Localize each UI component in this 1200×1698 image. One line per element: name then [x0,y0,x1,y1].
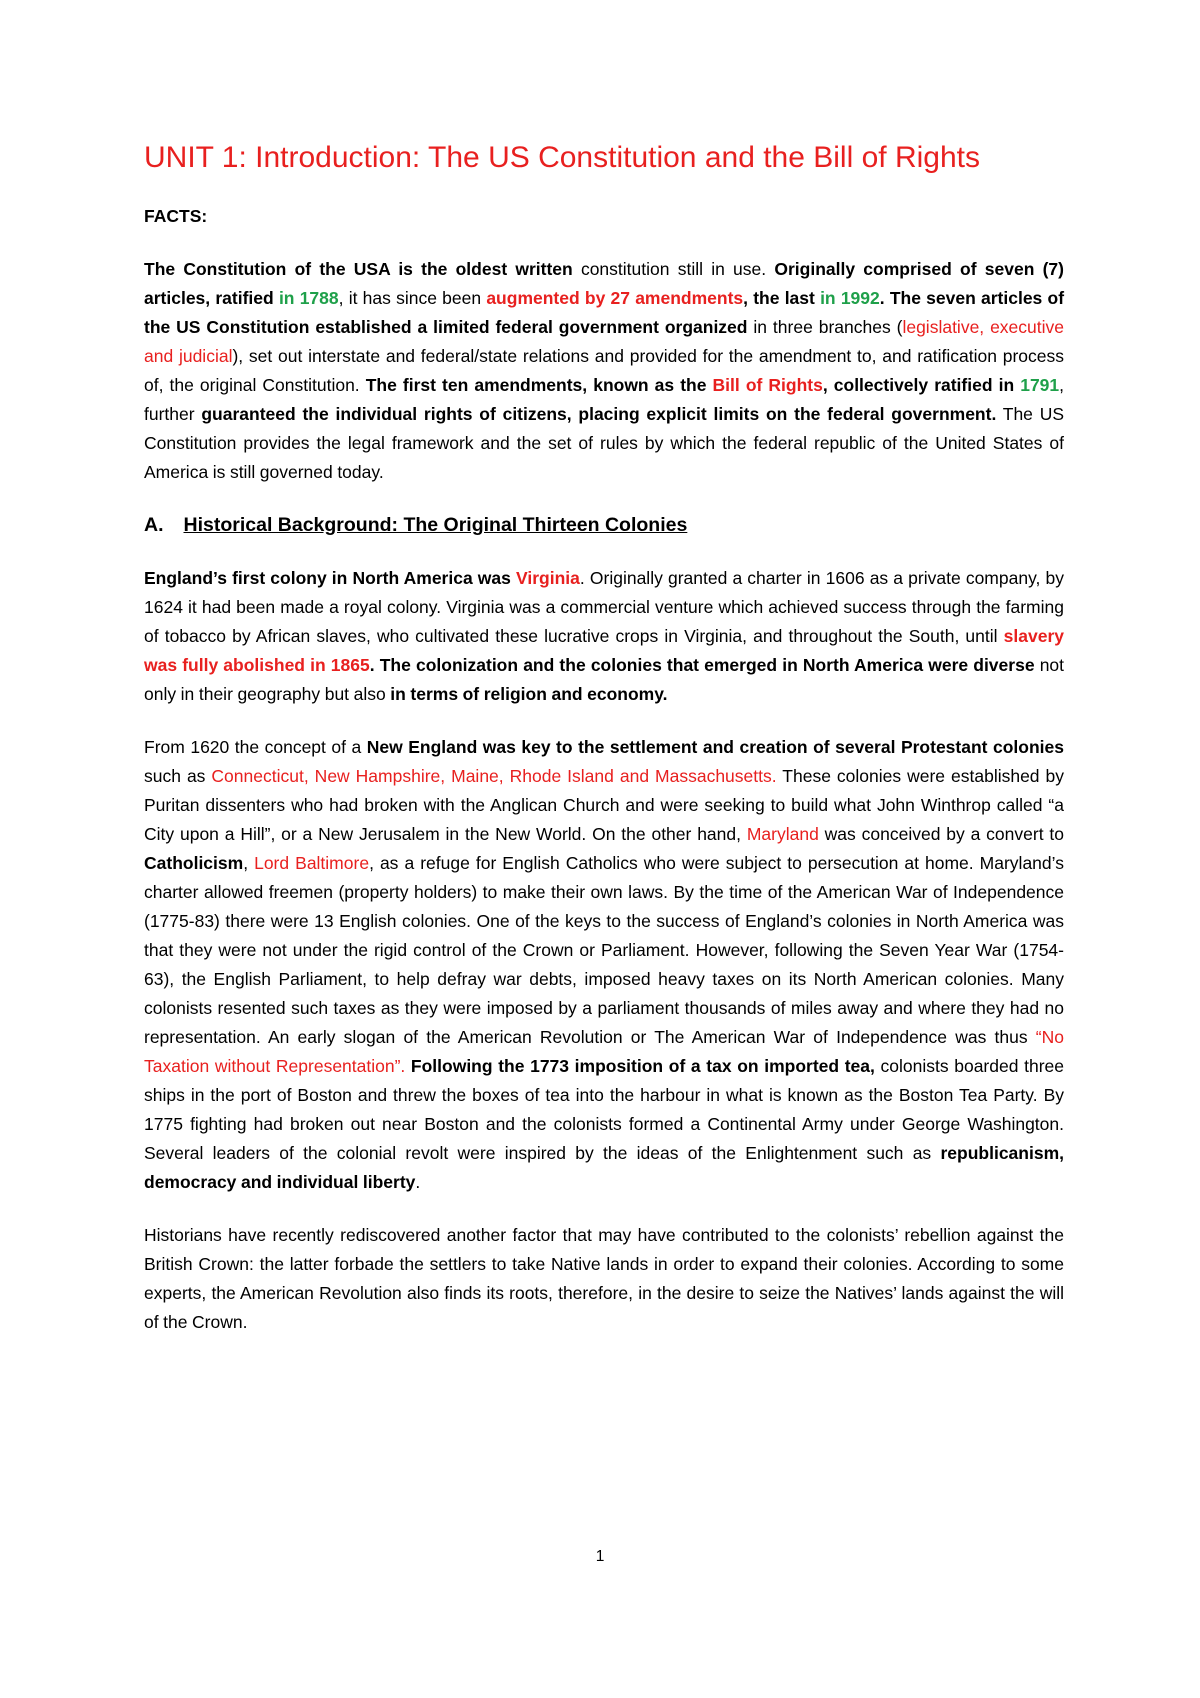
text-run: The Constitution of the USA is the oldest written [144,259,581,279]
text-run: was conceived by a convert to [818,824,1064,844]
text-run: Connecticut, New Hampshire, Maine, Rhode Island and Massachusetts. [211,766,777,786]
text-run: colonists boarded three ships in the port of Boston and threw the boxes of tea into the harbour in what is known as the Boston Tea Party. By 1775 fighting had broken out near Boston and the colonists formed a Continental Army under George Washington. Several leaders of the colonial revolt were inspired by the ideas of the Enlightenment such as [144,1056,1064,1163]
page-number: 1 [595,1548,605,1565]
section-heading-a [144,511,1064,540]
text-run: , the last [743,288,821,308]
section-letter: A. [144,514,164,536]
text-run: republicanism, democracy and individual liberty [144,1143,1064,1192]
text-run: These colonies were established by Puritan dissenters who had broken with the Anglican Church and were seeking to build what John Winthrop called “a City upon a Hill”, or a New Jerusalem in the New World. On the other hand, [144,766,1065,844]
text-run: in three branches ( [753,317,903,337]
text-run: , [243,853,255,873]
page-title: UNIT 1: Introduction: The US Constitution and the Bill of Rights [144,141,980,174]
text-run: 1791 [1020,375,1060,395]
text-run: Virginia [516,568,580,588]
text-run: slavery was fully abolished in 1865 [144,626,1064,675]
text-run: . [415,1172,421,1192]
text-run: . The colonization and the colonies that emerged in North America were diverse [369,655,1035,675]
paragraph-historians [144,1221,1064,1337]
text-run: constitution still in use. [580,259,775,279]
text-run: augmented by 27 amendments [486,288,744,308]
text-run: Historians have recently rediscovered another factor that may have contributed to the colonists’ rebellion against the British Crown: the latter forbade the settlers to take Native lands in order to expand their colonies. According to some experts, the American Revolution also finds its roots, therefore, in the desire to seize the Natives’ lands against the will of the Crown. [144,1225,1064,1332]
section-title: Historical Background: The Original Thirteen Colonies [183,514,688,536]
text-run: New England was key to the settlement and creation of several Protestant colonies [366,737,1064,757]
text-run: legislative, executive and judicial [144,317,1065,366]
text-run: From 1620 the concept of a [144,737,367,757]
text-run: not only in their geography but also [144,655,1065,704]
text-run: guaranteed the individual rights of citizens, placing explicit limits on the federal government. [201,404,997,424]
text-run: Following the 1773 imposition of a tax on imported tea, [405,1056,875,1076]
page-content [144,138,1064,1337]
text-run: ), set out interstate and federal/state relations and provided for the amendment to, and ratification process of, the original Constitution. [144,346,1065,395]
text-run: such as [144,766,212,786]
paragraph-facts [144,255,1064,487]
text-run: . Originally granted a charter in 1606 as a private company, by 1624 it had been made a royal colony. Virginia was a commercial venture which achieved success through the farming of tobacco by African slaves, who cultivated these lucrative crops in Virginia, and throughout the South, until [144,568,1064,646]
text-run: in terms of religion and economy. [390,684,668,704]
text-run: Catholicism [144,853,244,873]
text-run: in 1992 [820,288,880,308]
paragraph-virginia [144,564,1064,709]
text-run: in 1788 [278,288,339,308]
text-run: Bill of Rights [712,375,823,395]
text-run: Maryland [746,824,819,844]
text-run: , collectively ratified in [822,375,1021,395]
text-run: “No Taxation without Representation”. [144,1027,1064,1076]
text-run: . The seven articles of the US Constitution established a limited federal government organized [144,288,1065,337]
text-run: The US Constitution provides the legal framework and the set of rules by which the federal republic of the United States of America is still governed today. [144,404,1064,482]
text-run: , as a refuge for English Catholics who were subject to persecution at home. Maryland’s charter allowed freemen (property holders) to make their own laws. By the time of the American War of Independence (1775-83) there were 13 English colonies. One of the keys to the success of England’s colonies in North America was that they were not under the rigid control of the Crown or Parliament. However, following the Seven Year War (1754-63), the English Parliament, to help defray war debts, imposed heavy taxes on its North American colonies. Many colonists resented such taxes as they were imposed by a parliament thousands of miles away and where they had no representation. An early slogan of the American Revolution or The American War of Independence was thus [144,853,1064,1047]
paragraph-new-england [144,733,1064,1197]
text-run: Lord Baltimore [254,853,370,873]
text-run: , it has since been [338,288,487,308]
text-run: The first ten amendments, known as the [365,375,713,395]
facts-label: FACTS: [144,206,208,226]
text-run: England’s first colony in North America was [144,568,517,588]
text-run: Originally comprised of seven (7) articles, ratified [144,259,1064,308]
text-run: , further [144,375,1065,424]
